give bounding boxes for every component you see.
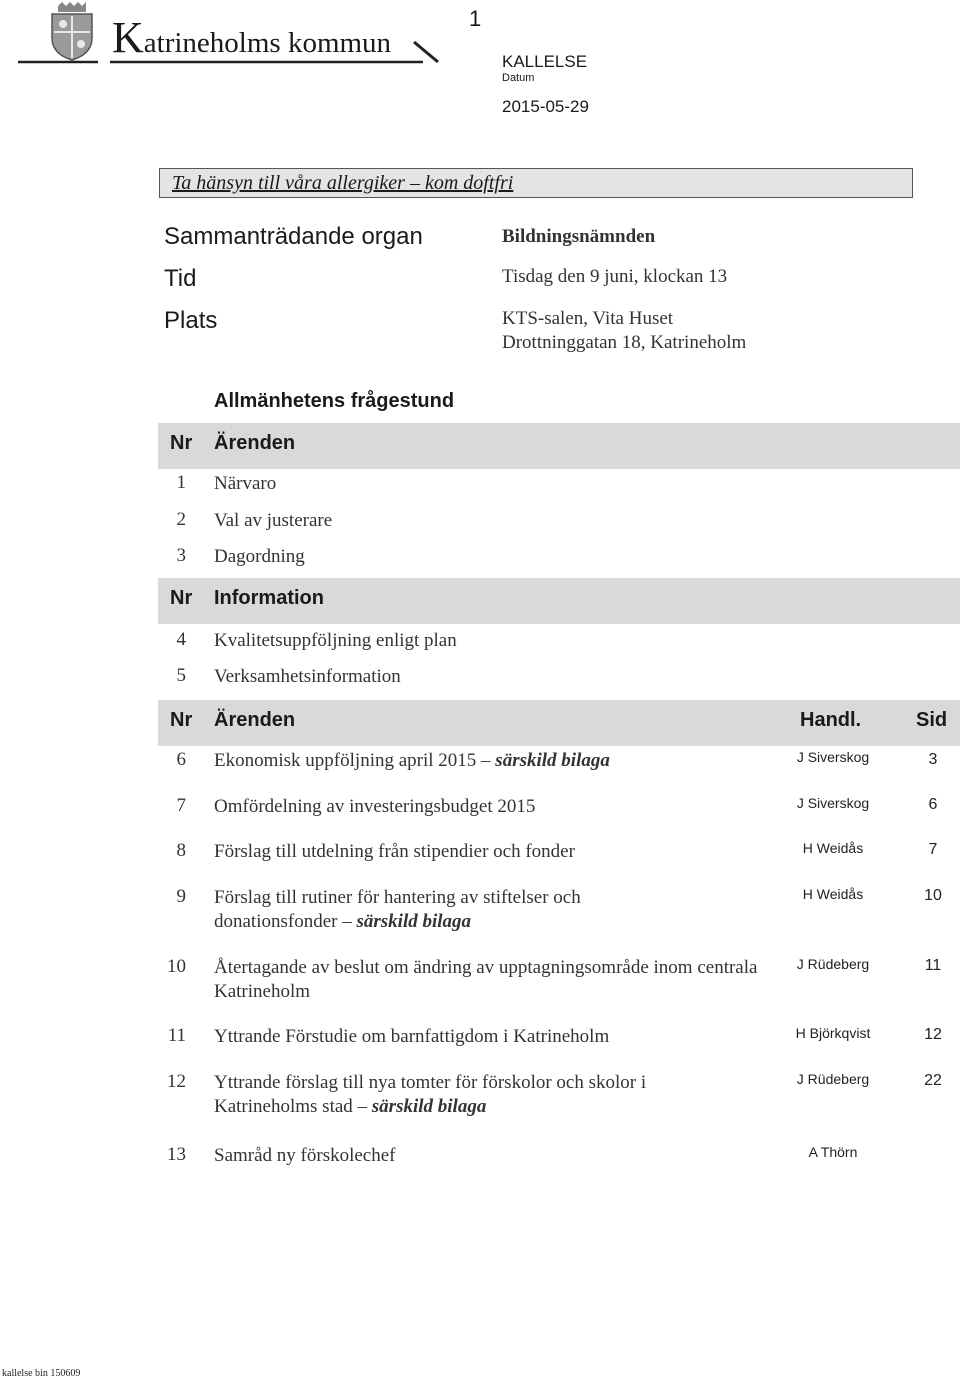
item-title: Yttrande förslag till nya tomter för förskolor och skolor i Katrineholms stad – särskild bilaga [214, 1072, 647, 1117]
item-number: 7 [176, 795, 186, 816]
item-page: 7 [928, 841, 938, 858]
item-page: 12 [924, 1026, 942, 1043]
section-title: Ärenden [214, 432, 296, 454]
item-number: 10 [167, 956, 186, 977]
allergy-banner [159, 168, 913, 198]
attachment-note: särskild bilaga [371, 1096, 487, 1117]
organ-value: Bildningsnämnden [502, 226, 656, 247]
organization-name: Katrineholms kommun [112, 13, 392, 62]
item-handler: H Weidås [802, 840, 864, 856]
nr-header: Nr [170, 709, 193, 731]
time-value: Tisdag den 9 juni, klockan 13 [502, 266, 728, 287]
nr-header: Nr [170, 587, 193, 609]
item-title: Val av justerare [214, 510, 333, 531]
section-header-arenden [158, 423, 960, 469]
document-date: 2015-05-29 [502, 97, 589, 116]
allergy-banner-text: Ta hänsyn till våra allergiker – kom doftfri [172, 172, 514, 194]
item-number: 13 [167, 1144, 186, 1165]
document-type: KALLELSE [502, 52, 588, 71]
item-number: 5 [176, 665, 186, 686]
page-number: 1 [469, 6, 482, 31]
handler-column-header: Handl. [800, 709, 862, 731]
organ-label: Sammanträdande organ [164, 223, 423, 250]
item-title: Närvaro [214, 473, 277, 494]
date-label: Datum [502, 72, 535, 84]
item-number: 3 [176, 545, 186, 566]
time-label: Tid [164, 265, 197, 292]
item-handler: J Rüdeberg [796, 956, 870, 972]
item-handler: J Rüdeberg [796, 1071, 870, 1087]
item-title: Omfördelning av investeringsbudget 2015 [214, 796, 536, 817]
item-number: 11 [167, 1025, 186, 1046]
attachment-note: särskild bilaga [495, 750, 610, 771]
attachment-note: särskild bilaga [356, 911, 472, 932]
section-title: Ärenden [214, 709, 296, 731]
section-header-information [158, 578, 960, 624]
footer-file-reference: kallelse bin 150609 [2, 1368, 81, 1379]
place-value-line2: Drottninggatan 18, Katrineholm [502, 332, 747, 353]
item-number: 1 [176, 472, 186, 493]
item-title: Samråd ny förskolechef [214, 1145, 396, 1166]
place-value-line1: KTS-salen, Vita Huset [502, 308, 674, 329]
item-handler: J Siverskog [796, 749, 870, 765]
item-title: Återtagande av beslut om ändring av upptagningsområde inom centrala Katrineholm [214, 957, 758, 1002]
item-title: Yttrande Förstudie om barnfattigdom i Katrineholm [214, 1026, 610, 1047]
item-title: Förslag till utdelning från stipendier och fonder [214, 841, 575, 862]
public-questions-heading: Allmänhetens frågestund [214, 390, 455, 412]
item-number: 9 [176, 886, 186, 907]
item-number: 2 [176, 509, 186, 530]
item-title: Kvalitetsuppföljning enligt plan [214, 630, 457, 651]
item-title: Förslag till rutiner för hantering av stiftelser och donationsfonder – särskild bilaga [214, 887, 581, 932]
page-column-header: Sid [916, 709, 948, 731]
item-number: 6 [176, 749, 186, 770]
item-handler: J Siverskog [796, 795, 870, 811]
section-title: Information [214, 587, 324, 609]
item-number: 4 [176, 629, 186, 650]
item-handler: H Weidås [802, 886, 864, 902]
item-page: 10 [924, 887, 942, 904]
item-title: Verksamhetsinformation [214, 666, 401, 687]
place-label: Plats [164, 307, 218, 334]
item-number: 8 [176, 840, 186, 861]
item-number: 12 [167, 1071, 186, 1092]
item-page: 6 [928, 796, 938, 813]
item-page: 11 [924, 957, 942, 974]
item-title: Ekonomisk uppföljning april 2015 – särskild bilaga [214, 750, 610, 771]
item-page: 3 [928, 751, 938, 768]
item-handler: A Thörn [808, 1144, 858, 1160]
item-handler: H Björkqvist [795, 1025, 871, 1041]
item-title: Dagordning [214, 546, 305, 567]
item-page: 22 [924, 1072, 942, 1089]
section-header-arenden-handl [158, 700, 960, 746]
nr-header: Nr [170, 432, 193, 454]
